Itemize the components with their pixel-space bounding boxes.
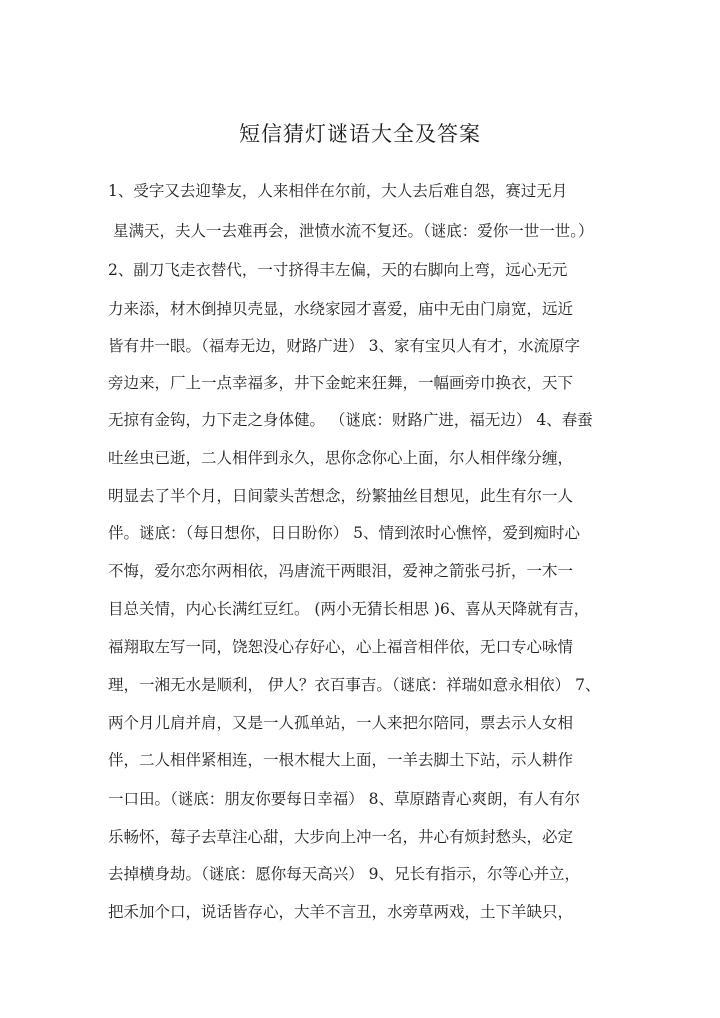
text-line: 乐畅怀，莓子去草注心甜，大步向上冲一名，井心有烦封愁头，必定 [108, 828, 574, 846]
text-line: 1、受字又去迎挚友，人来相伴在尔前，大人去后难自怨，赛过无月 [108, 182, 568, 200]
text-line: 2、副刀飞走衣替代，一寸挤得丰左偏，天的右脚向上弯，远心无元 [108, 261, 568, 279]
text-line: 把禾加个口，说话皆存心，大羊不言丑，水旁草两戏，土下羊缺只， [108, 903, 574, 921]
text-line: 两个月儿肩并肩，又是一人孤单站，一人来把尔陪同，票去示人女相 [108, 714, 574, 732]
text-line: 皆有井一眼。（福寿无边，财路广进） 3、家有宝贝人有才，水流原字 [108, 337, 581, 355]
text-line: 伴。谜底：（每日想你，日日盼你） 5、情到浓时心憔悴，爱到痴时心 [108, 524, 581, 542]
text-line: 明显去了半个月，日间蒙头苦想念，纷繁抽丝目想见，此生有尔一人 [108, 487, 574, 505]
text-line: 星满天，夫人一去难再会，泄愤水流不复还。（谜底：爱你一世一世。） [113, 222, 594, 240]
text-line: 不悔，爱尔恋尔两相依，冯唐流干两眼泪，爱神之箭张弓折，一木一 [108, 562, 574, 580]
text-line: 旁边来，厂上一点幸福多，井下金蛇来狂舞，一幅画旁巾换衣，天下 [108, 374, 574, 392]
text-line: 一口田。（谜底：朋友你要每日幸福） 8、草原踏青心爽朗，有人有尔 [108, 790, 581, 808]
text-line: 吐丝虫已逝，二人相伴到永久，思你念你心上面，尔人相伴缘分缠， [108, 449, 574, 467]
text-line: 目总关情，内心长满红豆红。 (两小无猜长相思 )6、喜从天降就有吉， [108, 600, 590, 618]
text-line: 无掠有金钩，力下走之身体健。 （谜底：财路广进，福无边） 4、春蚕 [108, 411, 593, 429]
text-line: 去掉横身劫。（谜底：愿你每天高兴） 9、兄长有指示，尔等心并立， [108, 865, 581, 883]
document-title: 短信猜灯谜语大全及答案 [239, 122, 481, 146]
text-line: 福翔取左写一同，饶恕没心存好心，心上福音相伴依，无口专心咏情 [108, 638, 574, 656]
text-line: 伴，二人相伴紧相连，一根木棍大上面，一羊去脚土下站，示人耕作 [108, 751, 574, 769]
text-line: 理，一湘无水是顺利， 伊人？衣百事吉。（谜底：祥瑞如意永相依） 7、 [108, 676, 601, 694]
text-line: 力来添，材木倒掉贝壳显，水绕家园才喜爱，庙中无由门扇宽，远近 [108, 300, 574, 318]
